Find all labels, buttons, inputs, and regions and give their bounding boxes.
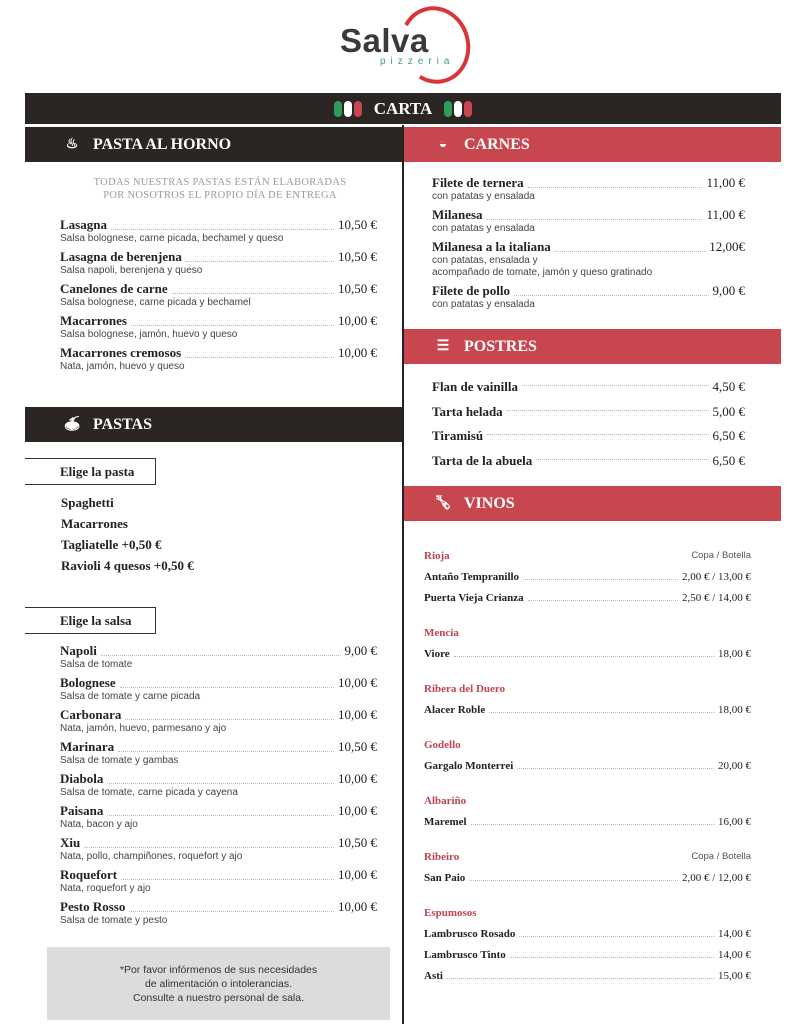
- dot-leader: [111, 229, 334, 230]
- item-description: Salsa de tomate y pesto: [60, 915, 168, 926]
- wine-item: [424, 867, 751, 888]
- section-title: CARNES: [464, 135, 530, 153]
- menu-item: [60, 805, 377, 831]
- dot-leader: [469, 880, 678, 881]
- group-spacer: [424, 720, 751, 734]
- carta-header: [25, 93, 781, 124]
- item-price: 6,50 €: [712, 452, 745, 468]
- dot-leader: [471, 824, 714, 825]
- item-line: [432, 285, 745, 299]
- item-description: Salsa bolognese, carne picada, bechamel y queso: [60, 233, 284, 244]
- price-format-hint: Copa / Botella: [691, 851, 751, 862]
- item-name: Diabola: [60, 771, 104, 786]
- item-line: [60, 741, 377, 755]
- menu-item: [60, 283, 377, 309]
- wine-item: [424, 566, 751, 587]
- wine-item: [424, 699, 751, 720]
- item-name: Tiramisú: [432, 428, 484, 444]
- item-name: Macarrones cremosos: [60, 345, 182, 360]
- dot-leader: [107, 815, 334, 816]
- choose-pasta-label: Elige la pasta: [25, 458, 156, 485]
- salva-logo: [338, 4, 473, 86]
- item-price: 10,00 €: [338, 707, 377, 722]
- wine-name: Asti: [424, 969, 443, 982]
- menu-item: [432, 209, 745, 235]
- dot-leader: [522, 385, 709, 386]
- menu-item: [60, 219, 377, 245]
- item-price: 5,00 €: [712, 403, 745, 419]
- wine-category: [424, 734, 751, 755]
- section-header-pastas: [25, 407, 402, 442]
- menu-item: [432, 285, 745, 311]
- group-spacer: [424, 888, 751, 902]
- postres-list: [432, 375, 745, 473]
- item-price: 10,50 €: [338, 835, 377, 850]
- item-description: Salsa de tomate y carne picada: [60, 691, 201, 702]
- wine-item: [424, 944, 751, 965]
- item-line: [432, 177, 745, 191]
- dessert-item: [432, 400, 745, 425]
- carta-title: CARTA: [373, 98, 433, 118]
- allergy-disclaimer: [47, 947, 390, 1020]
- dot-leader: [447, 978, 714, 979]
- dot-leader: [172, 293, 334, 294]
- item-name: Xiu: [60, 835, 81, 850]
- price-format-hint: Copa / Botella: [691, 550, 751, 561]
- item-price: 9,00 €: [712, 283, 745, 298]
- dot-leader: [129, 911, 334, 912]
- dot-leader: [84, 847, 334, 848]
- item-description: con patatas y ensalada: [432, 299, 535, 310]
- wine-category: [424, 622, 751, 643]
- dot-leader: [487, 434, 708, 435]
- menu-item: [60, 773, 377, 799]
- wine-category-name: Espumosos: [424, 906, 477, 919]
- item-name: Filete de ternera: [432, 175, 524, 190]
- section-header-pasta-al-horno: [25, 127, 402, 162]
- item-price: 12,00€: [709, 239, 745, 254]
- item-line: [60, 283, 377, 297]
- cake-icon: ☰: [436, 339, 450, 354]
- item-price: 10,00 €: [338, 899, 377, 914]
- dot-leader: [454, 656, 714, 657]
- section-header-carnes: [404, 127, 781, 162]
- wine-name: Gargalo Monterrei: [424, 759, 514, 772]
- item-description: Nata, jamón, huevo, parmesano y ajo: [60, 723, 227, 734]
- wine-category-name: Ribera del Duero: [424, 682, 506, 695]
- item-description: Salsa de tomate, carne picada y cayena: [60, 787, 238, 798]
- wine-category-name: Albariño: [424, 794, 467, 807]
- dot-leader: [528, 187, 703, 188]
- wine-price: 2,00 € / 13,00 €: [681, 570, 751, 583]
- wine-item: [424, 587, 751, 608]
- item-description: Nata, jamón, huevo y queso: [60, 361, 185, 372]
- pasta-plate-icon: 🍝︎: [63, 417, 81, 432]
- group-spacer: [424, 608, 751, 622]
- item-line: [60, 837, 377, 851]
- column-divider: [402, 125, 404, 1024]
- pasta-option: Spaghetti: [61, 495, 114, 510]
- wine-price: 14,00 €: [718, 927, 751, 940]
- pasta-option: Macarrones: [61, 516, 128, 531]
- wine-category-name: Ribeiro: [424, 850, 460, 863]
- wine-price: 20,00 €: [718, 759, 751, 772]
- item-description: Salsa de tomate y gambas: [60, 755, 179, 766]
- item-price: 10,00 €: [338, 345, 377, 360]
- item-name: Marinara: [60, 739, 115, 754]
- pasta-option: Tagliatelle +0,50 €: [61, 537, 162, 552]
- item-name: Filete de pollo: [432, 283, 510, 298]
- dot-leader: [186, 261, 334, 262]
- item-description: con patatas, ensalada y: [432, 255, 538, 266]
- choose-sauce-label: Elige la salsa: [25, 607, 156, 634]
- dessert-item: [432, 424, 745, 449]
- item-price: 10,50 €: [338, 739, 377, 754]
- dot-leader: [107, 783, 334, 784]
- wine-name: Lambrusco Rosado: [424, 927, 516, 940]
- item-line: [60, 805, 377, 819]
- item-line: [432, 241, 745, 255]
- wine-item: [424, 923, 751, 944]
- note-line: TODAS NUESTRAS PASTAS ESTÁN ELABORADAS: [93, 177, 347, 188]
- disclaimer-line: *Por favor infórmenos de sus necesidades: [119, 964, 318, 976]
- wine-category: [424, 902, 751, 923]
- menu-item: [432, 241, 745, 279]
- item-price: 10,00 €: [338, 313, 377, 328]
- menu-item: [60, 645, 377, 671]
- wine-category-name: Mencia: [424, 626, 459, 639]
- item-name: Tarta de la abuela: [432, 452, 533, 468]
- wine-price: 2,50 € / 14,00 €: [681, 591, 751, 604]
- section-header-vinos: [404, 486, 781, 521]
- pasta-al-horno-list: [60, 219, 377, 379]
- dot-leader: [528, 600, 678, 601]
- wine-item: [424, 811, 751, 832]
- item-name: Carbonara: [60, 707, 122, 722]
- wine-item: [424, 965, 751, 986]
- item-price: 10,00 €: [338, 867, 377, 882]
- italian-flag-icon: [444, 101, 472, 117]
- item-description: con patatas y ensalada: [432, 191, 535, 202]
- item-line: [60, 773, 377, 787]
- dot-leader: [510, 957, 714, 958]
- item-description: Salsa bolognese, jamón, huevo y queso: [60, 329, 238, 340]
- dot-leader: [125, 719, 334, 720]
- wine-category: [424, 846, 751, 867]
- item-name: Lasagna: [60, 217, 107, 232]
- item-description: acompañado de tomate, jamón y queso gratinado: [432, 267, 653, 278]
- item-name: Macarrones: [60, 313, 127, 328]
- item-line: [60, 677, 377, 691]
- wine-category-name: Godello: [424, 738, 461, 751]
- wine-category: [424, 545, 751, 566]
- wine-name: San Paio: [424, 871, 466, 884]
- dot-leader: [507, 410, 709, 411]
- dot-leader: [523, 579, 678, 580]
- wine-price: 18,00 €: [718, 703, 751, 716]
- item-line: [60, 315, 377, 329]
- baking-dish-icon: ♨: [65, 137, 79, 152]
- section-title: VINOS: [464, 494, 515, 512]
- dessert-item: [432, 375, 745, 400]
- item-description: Salsa bolognese, carne picada y bechamel: [60, 297, 251, 308]
- dot-leader: [120, 687, 334, 688]
- item-price: 6,50 €: [712, 428, 745, 444]
- menu-item: [60, 709, 377, 735]
- item-line: [60, 219, 377, 233]
- item-line: [60, 347, 377, 361]
- dessert-item: [432, 449, 745, 474]
- wine-price: 18,00 €: [718, 647, 751, 660]
- item-price: 10,50 €: [338, 249, 377, 264]
- wine-bottle-icon: 🍾︎: [434, 496, 452, 511]
- item-name: Tarta helada: [432, 403, 503, 419]
- item-description: Salsa de tomate: [60, 659, 133, 670]
- menu-item: [60, 677, 377, 703]
- item-price: 9,00 €: [344, 643, 377, 658]
- group-spacer: [424, 664, 751, 678]
- menu-item: [60, 315, 377, 341]
- pasta-note: [25, 176, 415, 202]
- wine-category-name: Rioja: [424, 549, 450, 562]
- dot-leader: [131, 325, 334, 326]
- menu-item: [60, 837, 377, 863]
- menu-item: [432, 177, 745, 203]
- item-price: 4,50 €: [712, 379, 745, 395]
- dot-leader: [555, 251, 705, 252]
- menu-item: [60, 901, 377, 927]
- item-description: Nata, bacon y ajo: [60, 819, 138, 830]
- dot-leader: [487, 219, 703, 220]
- item-name: Bolognese: [60, 675, 116, 690]
- item-name: Roquefort: [60, 867, 118, 882]
- item-name: Pesto Rosso: [60, 899, 126, 914]
- item-line: [60, 901, 377, 915]
- item-price: 10,00 €: [338, 803, 377, 818]
- item-name: Flan de vainilla: [432, 379, 518, 395]
- carnes-list: [432, 177, 745, 317]
- dot-leader: [536, 459, 708, 460]
- vinos-list: [424, 545, 751, 986]
- item-price: 11,00 €: [706, 207, 745, 222]
- wine-item: [424, 643, 751, 664]
- section-title: POSTRES: [464, 337, 537, 355]
- item-description: Salsa napoli, berenjena y queso: [60, 265, 203, 276]
- dot-leader: [185, 357, 334, 358]
- group-spacer: [424, 776, 751, 790]
- dot-leader: [121, 879, 334, 880]
- item-line: [432, 209, 745, 223]
- logo-subtitle: pizzeria: [380, 56, 455, 67]
- wine-name: Maremel: [424, 815, 467, 828]
- item-name: Lasagna de berenjena: [60, 249, 182, 264]
- item-line: [60, 251, 377, 265]
- wine-name: Viore: [424, 647, 450, 660]
- wine-price: 15,00 €: [718, 969, 751, 982]
- item-name: Napoli: [60, 643, 97, 658]
- item-line: [60, 869, 377, 883]
- item-price: 10,50 €: [338, 217, 377, 232]
- wine-price: 16,00 €: [718, 815, 751, 828]
- wine-name: Antaño Tempranillo: [424, 570, 520, 583]
- group-spacer: [424, 832, 751, 846]
- item-name: Paisana: [60, 803, 104, 818]
- menu-item: [60, 251, 377, 277]
- pasta-option: Ravioli 4 quesos +0,50 €: [61, 558, 194, 573]
- item-price: 10,00 €: [338, 675, 377, 690]
- dot-leader: [118, 751, 334, 752]
- item-line: [60, 709, 377, 723]
- dot-leader: [514, 295, 709, 296]
- wine-category: [424, 678, 751, 699]
- menu-item: [60, 347, 377, 373]
- item-price: 10,50 €: [338, 281, 377, 296]
- wine-price: 14,00 €: [718, 948, 751, 961]
- item-description: con patatas y ensalada: [432, 223, 535, 234]
- wine-name: Alacer Roble: [424, 703, 486, 716]
- section-header-postres: [404, 329, 781, 364]
- item-price: 10,00 €: [338, 771, 377, 786]
- pasta-options: [61, 492, 194, 576]
- section-title: PASTA AL HORNO: [93, 135, 232, 153]
- logo-name: Salva: [340, 22, 429, 59]
- dot-leader: [101, 655, 341, 656]
- steak-icon: ◒: [438, 136, 448, 152]
- item-description: Nata, pollo, champiñones, roquefort y ajo: [60, 851, 243, 862]
- disclaimer-line: de alimentación o intolerancias.: [144, 978, 293, 990]
- wine-name: Lambrusco Tinto: [424, 948, 506, 961]
- dot-leader: [517, 768, 714, 769]
- sauce-list: [60, 645, 377, 933]
- section-title: PASTAS: [93, 415, 152, 433]
- italian-flag-icon: [334, 101, 362, 117]
- disclaimer-line: Consulte a nuestro personal de sala.: [132, 992, 305, 1004]
- dot-leader: [519, 936, 714, 937]
- item-name: Milanesa a la italiana: [432, 239, 551, 254]
- note-line: POR NOSOTROS EL PROPIO DÍA DE ENTREGA: [103, 190, 337, 201]
- menu-item: [60, 741, 377, 767]
- menu-item: [60, 869, 377, 895]
- wine-item: [424, 755, 751, 776]
- dot-leader: [489, 712, 714, 713]
- item-name: Canelones de carne: [60, 281, 168, 296]
- item-description: Nata, roquefort y ajo: [60, 883, 151, 894]
- wine-category: [424, 790, 751, 811]
- wine-price: 2,00 € / 12,00 €: [681, 871, 751, 884]
- item-line: [60, 645, 377, 659]
- item-name: Milanesa: [432, 207, 483, 222]
- item-price: 11,00 €: [706, 175, 745, 190]
- wine-name: Puerta Vieja Crianza: [424, 591, 524, 604]
